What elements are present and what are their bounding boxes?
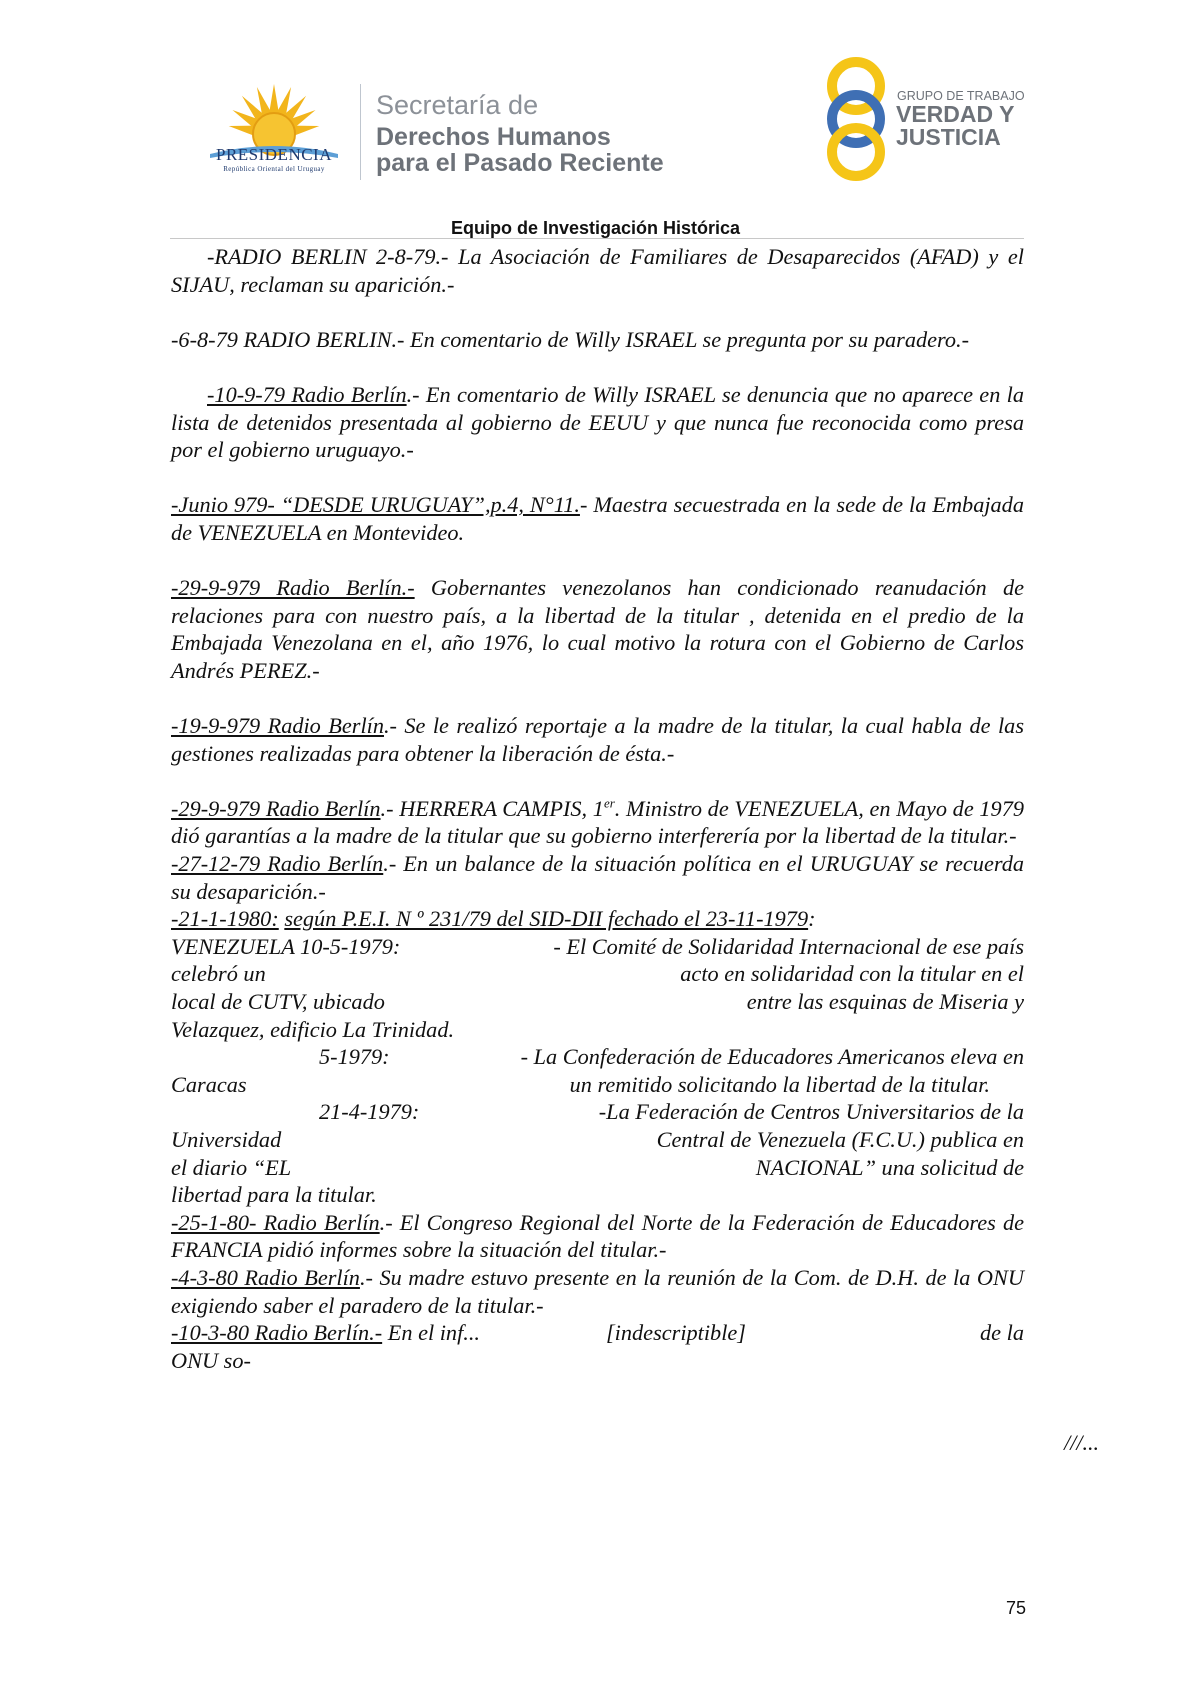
table-cell: libertad para la titular. <box>171 1182 377 1208</box>
presidencia-wordmark: PRESIDENCIA <box>215 145 332 164</box>
table-cell: Central de Venezuela (F.C.U.) publica en <box>656 1127 1024 1152</box>
table-cell: VENEZUELA 10-5-1979: <box>171 933 401 959</box>
table-row <box>171 933 1024 961</box>
entry-source: -Junio 979- “DESDE URUGUAY”,p.4, N°11. <box>171 492 580 518</box>
entry-source: -29-9-979 Radio Berlín.- <box>171 575 415 601</box>
presidencia-subtitle: República Oriental del Uruguay <box>223 165 325 173</box>
entry-junio-979 <box>171 491 1024 546</box>
entry-text: : <box>808 906 816 932</box>
table-cell: un remitido solicitando la libertad de la titular. <box>569 1071 990 1097</box>
table-row <box>171 1154 1024 1182</box>
table-cell: Velazquez, edificio La Trinidad. <box>171 1016 455 1042</box>
table-cell: - La Confederación de Educadores Americanos eleva en <box>520 1044 1024 1070</box>
vj-group-label: GRUPO DE TRABAJO <box>897 89 1025 103</box>
entry-text: -RADIO BERLIN 2-8-79.- La Asociación de Familiares de Desaparecidos (AFAD) y el SIJAU, reclaman su aparición.- <box>171 244 1024 297</box>
entry-text: ONU so- <box>171 1347 251 1373</box>
entry-text: - Maestra secuestrada en la sede de la Embajada de VENEZUELA en Montevideo. <box>171 492 1024 545</box>
table-row <box>171 1319 1024 1347</box>
entry-19-9-979 <box>171 712 1024 767</box>
verdad-justicia-rings-logo <box>820 56 900 182</box>
header-divider <box>360 84 361 180</box>
table-cell: -La Federación de Centros Universitarios de la <box>598 1099 1024 1125</box>
table-cell: celebró un <box>171 961 266 987</box>
entry-10-9-79 <box>171 381 1024 464</box>
entry-4-3-80 <box>171 1264 1024 1319</box>
entry-text: . Ministro de VENEZUELA, en Mayo de 1979 dió garantías a la madre de la titular que su gobierno interferería por la libertad de la titular.- <box>171 795 1024 849</box>
entry-text: .- En comentario de Willy ISRAEL se denuncia que no aparece en la lista de detenidos presentada al gobierno de EEUU y que nunca fue reconocida como presa por el gobierno uruguayo.- <box>171 381 1024 463</box>
vj-verdad-label: VERDAD Y <box>896 101 1015 127</box>
entry-text: Gobernantes venezolanos han condicionado reanudación de relaciones para con nuestro país, a la libertad de la titular , detenida en el predio de la Embajada Venezolana en el, año 1976, lo cual motivo la rotura con el Gobierno de Carlos Andrés PEREZ.- <box>171 575 1024 683</box>
entry-radio-berlin-2-8-79 <box>171 243 1024 298</box>
entry-source: -21-1-1980: <box>171 906 279 932</box>
entry-source: -25-1-80- Radio Berlín <box>171 1209 380 1235</box>
entry-text: .- Su madre estuvo presente en la reunión de la Com. de D.H. de la ONU exigiendo saber el paradero de la titular.- <box>171 1264 1024 1318</box>
page-header <box>0 0 1191 240</box>
entry-source: -27-12-79 Radio Berlín <box>171 851 384 877</box>
table-row <box>171 1016 1024 1044</box>
table-row <box>171 988 1024 1016</box>
entry-source: -4-3-80 Radio Berlín <box>171 1264 360 1290</box>
table-cell: 21-4-1979: <box>319 1099 420 1125</box>
secretaria-line-3: para el Pasado Reciente <box>376 149 664 177</box>
ordinal-superscript: er <box>603 795 615 811</box>
entry-source: -19-9-979 Radio Berlín <box>171 713 384 739</box>
table-cell: Universidad <box>171 1127 282 1152</box>
entry-text: .- Se le realizó reportaje a la madre de la titular, la cual habla de las gestiones realizadas para obtener la liberación de ésta.- <box>171 713 1024 766</box>
table-row <box>171 1098 1024 1126</box>
table-row <box>171 1071 1024 1099</box>
table-cell: 5-1979: <box>319 1044 390 1070</box>
table-row <box>171 1043 1024 1071</box>
entry-source: -29-9-979 Radio Berlín <box>171 795 381 821</box>
table-cell: acto en solidaridad con la titular en el <box>680 961 1024 987</box>
entry-10-3-80 <box>171 1319 1024 1374</box>
entry-source: -10-9-79 Radio Berlín <box>207 381 407 407</box>
entry-reference: según P.E.I. N º 231/79 del SID-DII fechado el 23-11-1979 <box>284 906 809 932</box>
header-rule <box>170 238 1024 239</box>
vj-justicia-label: JUSTICIA <box>896 124 1001 150</box>
document-body <box>171 243 1024 1374</box>
entry-source: -10-3-80 Radio Berlín.- <box>171 1320 383 1346</box>
entry-text: .- HERRERA CAMPIS, 1 <box>380 795 604 821</box>
entry-21-1-1980 <box>171 905 1024 933</box>
table-cell: NACIONAL” una solicitud de <box>755 1154 1024 1180</box>
table-row <box>171 1347 1024 1375</box>
team-title: Equipo de Investigación Histórica <box>450 218 741 238</box>
entry-text: En el inf... <box>382 1320 480 1346</box>
entry-29-9-979-b <box>171 795 1024 850</box>
page-number: 75 <box>1005 1598 1026 1618</box>
entry-25-1-80 <box>171 1209 1024 1264</box>
entry-27-12-79 <box>171 850 1024 905</box>
entry-text: -6-8-79 RADIO BERLIN.- En comentario de Willy ISRAEL se pregunta por su paradero.- <box>171 326 970 352</box>
indescriptible-note: [indescriptible] <box>606 1320 746 1346</box>
table-cell: Caracas <box>171 1071 247 1097</box>
table-cell: local de CUTV, ubicado <box>171 989 385 1015</box>
entry-text: .- El Congreso Regional del Norte de la Federación de Educadores de FRANCIA pidió informes sobre la situación del titular.- <box>171 1209 1024 1263</box>
table-row <box>171 1181 1024 1209</box>
entry-29-9-979-a <box>171 574 1024 684</box>
secretaria-line-2: Derechos Humanos <box>376 123 611 151</box>
table-row <box>171 1126 1024 1154</box>
secretaria-line-1: Secretaría de <box>376 90 539 120</box>
table-cell: el diario “EL <box>171 1154 292 1180</box>
table-cell: - El Comité de Solidaridad Internacional de ese país <box>553 933 1024 959</box>
entry-text: .- En un balance de la situación política en el URUGUAY se recuerda su desaparición.- <box>171 851 1024 904</box>
entry-text: de la <box>980 1320 1024 1346</box>
table-cell: entre las esquinas de Miseria y <box>746 989 1024 1015</box>
table-row <box>171 960 1024 988</box>
entry-6-8-79 <box>171 326 1024 354</box>
continuation-mark: ///... <box>1064 1430 1099 1455</box>
pei-report-table <box>171 933 1024 1209</box>
